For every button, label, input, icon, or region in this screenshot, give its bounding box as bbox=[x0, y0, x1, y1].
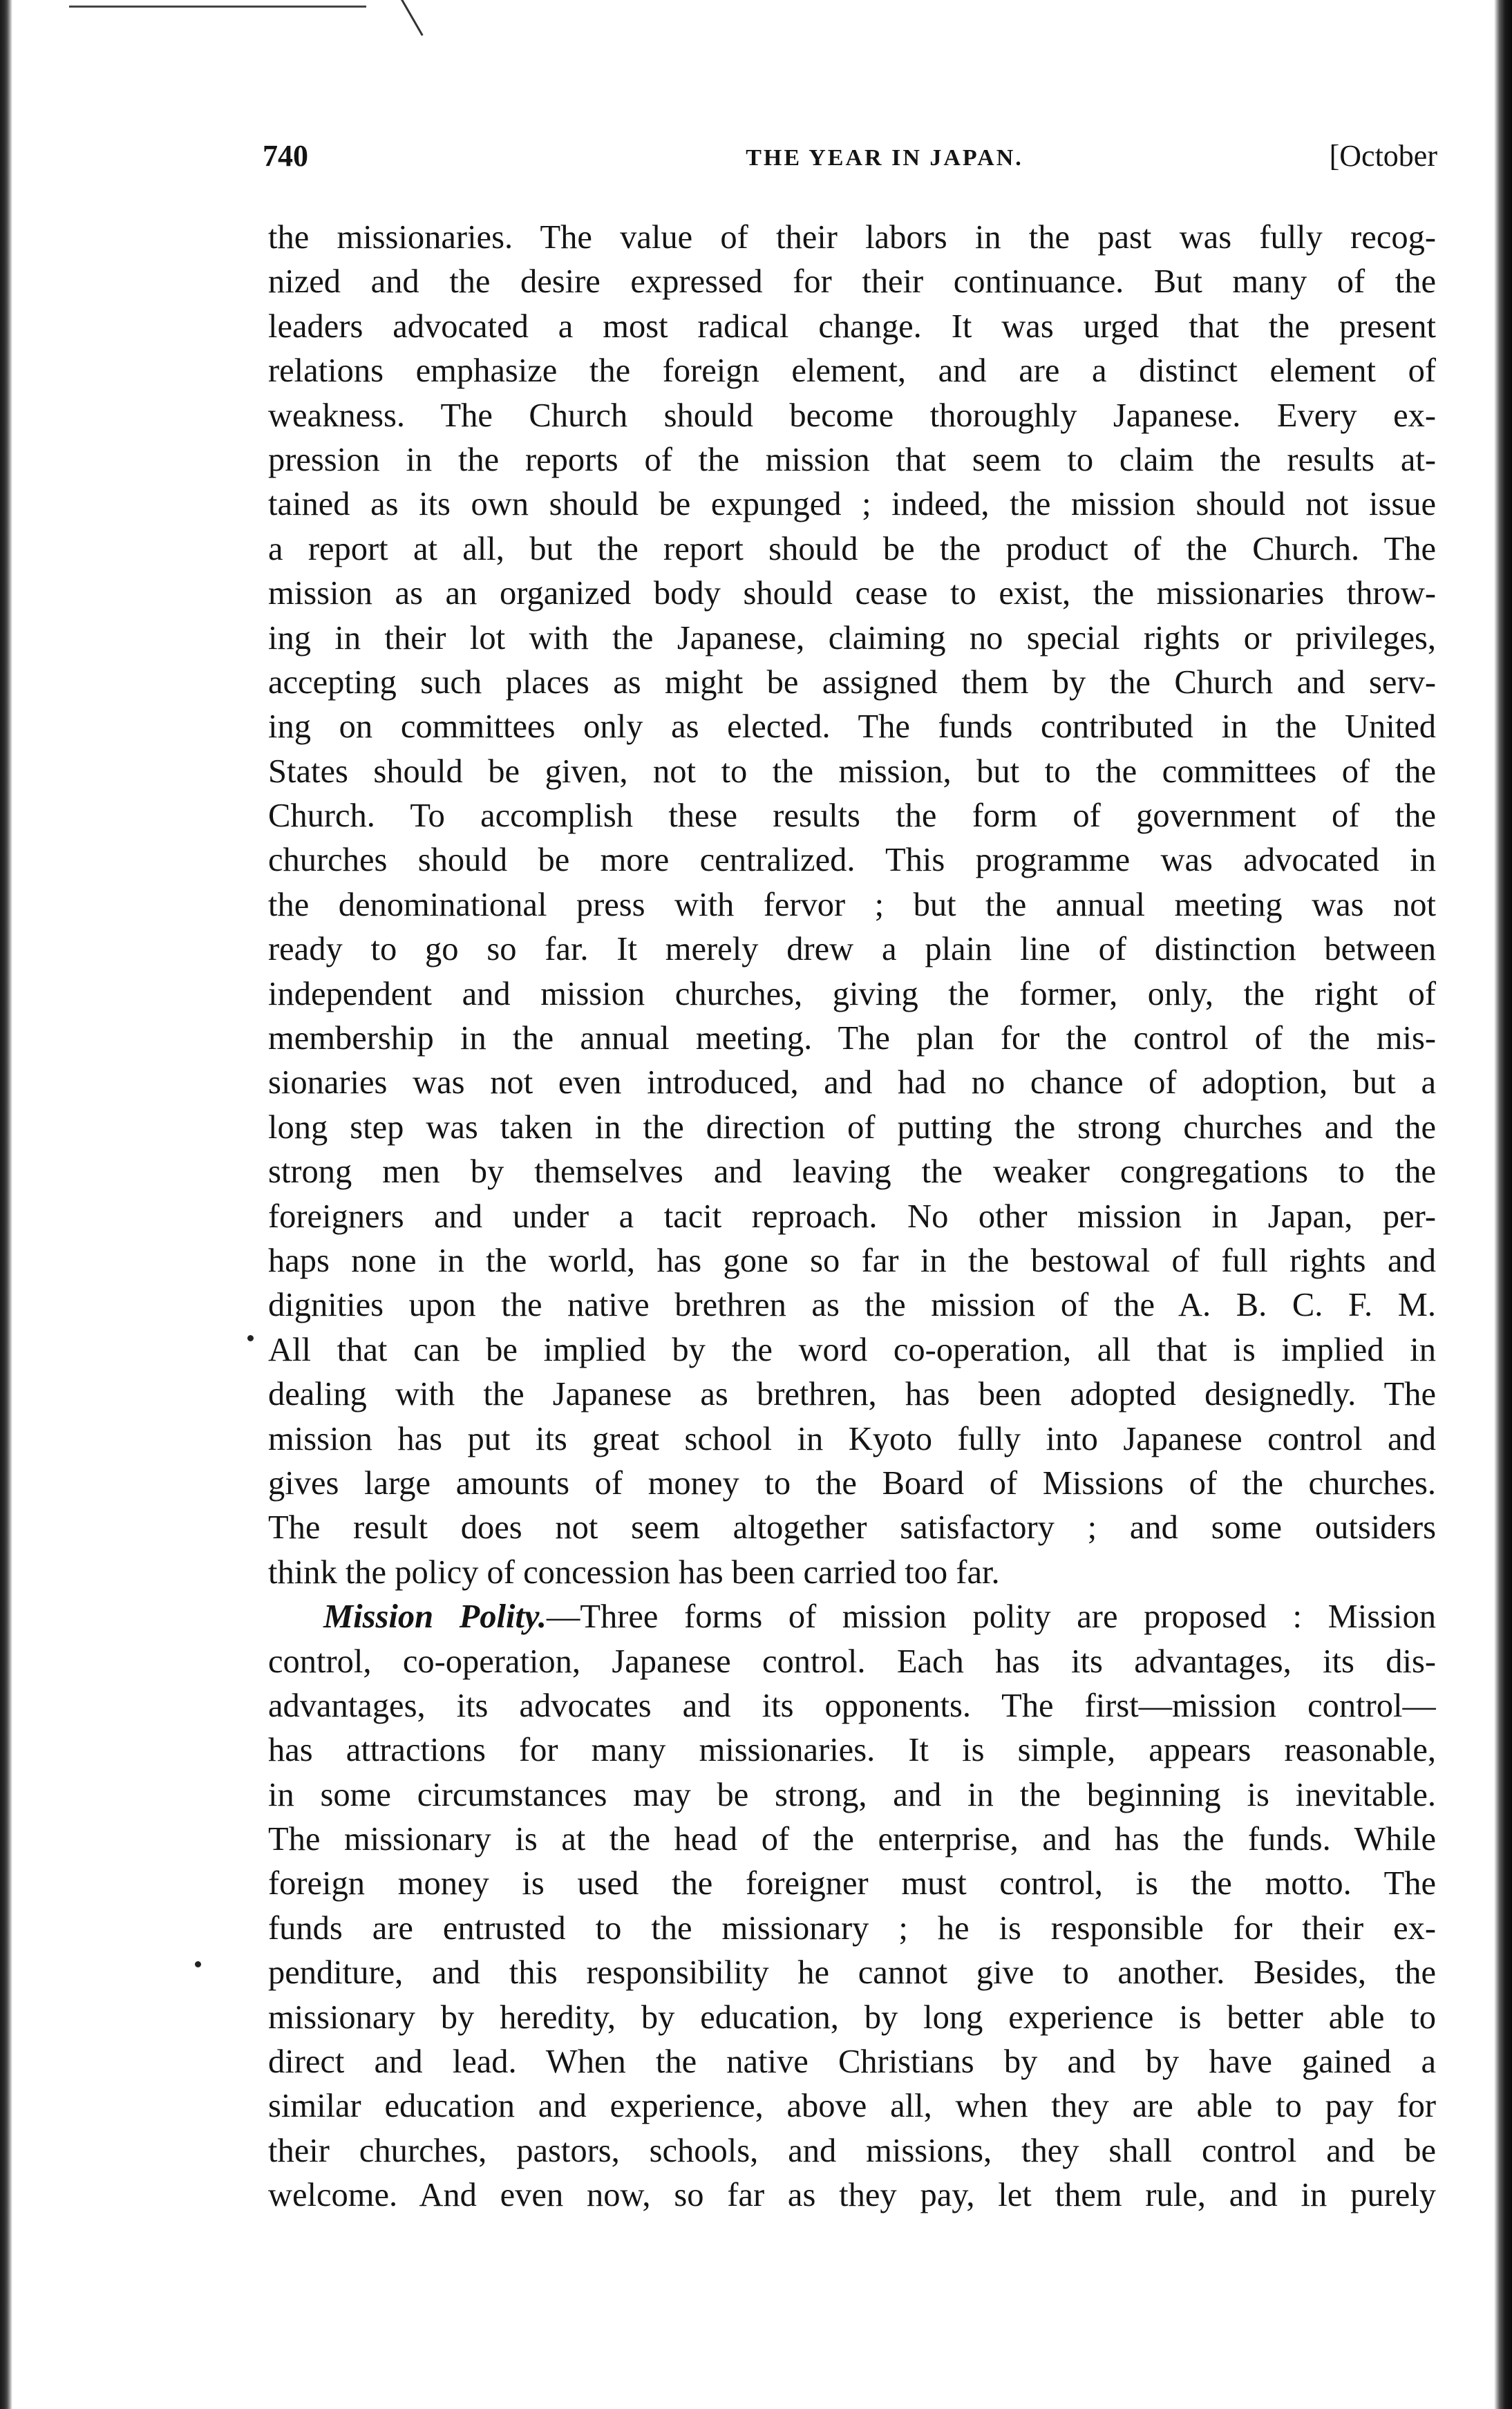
text-line: dignities upon the native brethren as the mission of the A. B. C. F. M. bbox=[268, 1287, 1436, 1324]
text-line: think the policy of concession has been carried too far. bbox=[268, 1553, 1000, 1591]
text-line: a report at all, but the report should be the product of the Church. The bbox=[268, 530, 1436, 567]
text-line: funds are entrusted to the missionary ; he is responsible for their ex- bbox=[268, 1909, 1436, 1947]
text-line: missionary by heredity, by education, by long experience is better able to bbox=[268, 1999, 1436, 2036]
text-line: The result does not seem altogether satisfactory ; and some outsiders bbox=[268, 1509, 1436, 1547]
section-run-in-heading: Mission Polity. bbox=[323, 1598, 547, 1636]
text-line: ready to go so far. It merely drew a plain line of distinction between bbox=[268, 931, 1436, 968]
text-line: All that can be implied by the word co-operation, all that is implied in bbox=[268, 1331, 1436, 1368]
text-line: gives large amounts of money to the Board of Missions of the churches. bbox=[268, 1464, 1436, 1502]
text-line: mission as an organized body should cease to exist, the missionaries throw- bbox=[268, 575, 1436, 612]
running-head bbox=[263, 138, 1437, 193]
text-line: membership in the annual meeting. The plan for the control of the mis- bbox=[268, 1020, 1436, 1057]
page-left-edge-shadow bbox=[0, 0, 12, 2409]
running-month: [October bbox=[1329, 139, 1437, 173]
paragraph-1 bbox=[268, 216, 1436, 1595]
scan-top-mark bbox=[69, 0, 366, 8]
text-line: the denominational press with fervor ; but the annual meeting was not bbox=[268, 886, 1436, 923]
scan-tick-mark bbox=[401, 0, 424, 36]
text-line: leaders advocated a most radical change. It was urged that the present bbox=[268, 308, 1436, 345]
text-line: similar education and experience, above all, when they are able to pay for bbox=[268, 2088, 1436, 2125]
text-line: foreigners and under a tacit reproach. No other mission in Japan, per- bbox=[268, 1198, 1436, 1235]
text-line: penditure, and this responsibility he cannot give to another. Besides, the bbox=[268, 1954, 1436, 1992]
text-line: Church. To accomplish these results the form of government of the bbox=[268, 797, 1436, 835]
text-line: relations emphasize the foreign element, and are a distinct element of bbox=[268, 352, 1436, 390]
text-line: dealing with the Japanese as brethren, has been adopted designedly. The bbox=[268, 1376, 1436, 1413]
first-line-text: —Three forms of mission polity are proposed : Mission bbox=[546, 1598, 1436, 1636]
text-line: haps none in the world, has gone so far in the bestowal of full rights and bbox=[268, 1242, 1436, 1279]
text-line: The missionary is at the head of the enterprise, and has the funds. While bbox=[268, 1821, 1436, 1858]
text-line: welcome. And even now, so far as they pay, let them rule, and in purely bbox=[268, 2177, 1436, 2214]
text-line: accepting such places as might be assigned them by the Church and serv- bbox=[268, 663, 1436, 701]
text-line: mission has put its great school in Kyoto fully into Japanese control and bbox=[268, 1420, 1436, 1457]
text-line: advantages, its advocates and its opponents. The first—mission control— bbox=[268, 1687, 1436, 1724]
text-line: pression in the reports of the mission that seem to claim the results at- bbox=[268, 441, 1436, 478]
text-line: ing on committees only as elected. The funds contributed in the United bbox=[268, 708, 1436, 746]
paragraph-first-line bbox=[268, 1595, 1436, 1639]
text-line: weakness. The Church should become thoroughly Japanese. Every ex- bbox=[268, 397, 1436, 434]
text-line: control, co-operation, Japanese control. Each has its advantages, its dis- bbox=[268, 1643, 1436, 1680]
margin-dot bbox=[247, 1335, 254, 1341]
text-line: strong men by themselves and leaving the weaker congregations to the bbox=[268, 1153, 1436, 1191]
text-line: States should be given, not to the mission, but to the committees of the bbox=[268, 753, 1436, 790]
text-line: the missionaries. The value of their labors in the past was fully recog- bbox=[268, 219, 1436, 256]
text-line: their churches, pastors, schools, and missions, they shall control and be bbox=[268, 2132, 1436, 2169]
text-line: foreign money is used the foreigner must control, is the motto. The bbox=[268, 1865, 1436, 1902]
text-line: tained as its own should be expunged ; indeed, the mission should not issue bbox=[268, 486, 1436, 523]
page-right-edge-shadow bbox=[1494, 0, 1512, 2409]
running-title: THE YEAR IN JAPAN. bbox=[746, 145, 1023, 171]
paragraph-2 bbox=[268, 1595, 1436, 2218]
text-line: ing in their lot with the Japanese, claiming no special rights or privileges, bbox=[268, 619, 1436, 656]
text-line: independent and mission churches, giving the former, only, the right of bbox=[268, 975, 1436, 1012]
text-line: in some circumstances may be strong, and in the beginning is inevitable. bbox=[268, 1776, 1436, 1813]
text-line: churches should be more centralized. This programme was advocated in bbox=[268, 842, 1436, 879]
text-line: nized and the desire expressed for their continuance. But many of the bbox=[268, 263, 1436, 301]
text-line: long step was taken in the direction of putting the strong churches and the bbox=[268, 1108, 1436, 1146]
page-number: 740 bbox=[263, 139, 308, 173]
margin-dot bbox=[195, 1961, 201, 1967]
body-text bbox=[268, 216, 1436, 2218]
text-line: direct and lead. When the native Christians by and by have gained a bbox=[268, 2043, 1436, 2081]
text-line: sionaries was not even introduced, and had no chance of adoption, but a bbox=[268, 1064, 1436, 1102]
text-line: has attractions for many missionaries. It is simple, appears reasonable, bbox=[268, 1732, 1436, 1769]
